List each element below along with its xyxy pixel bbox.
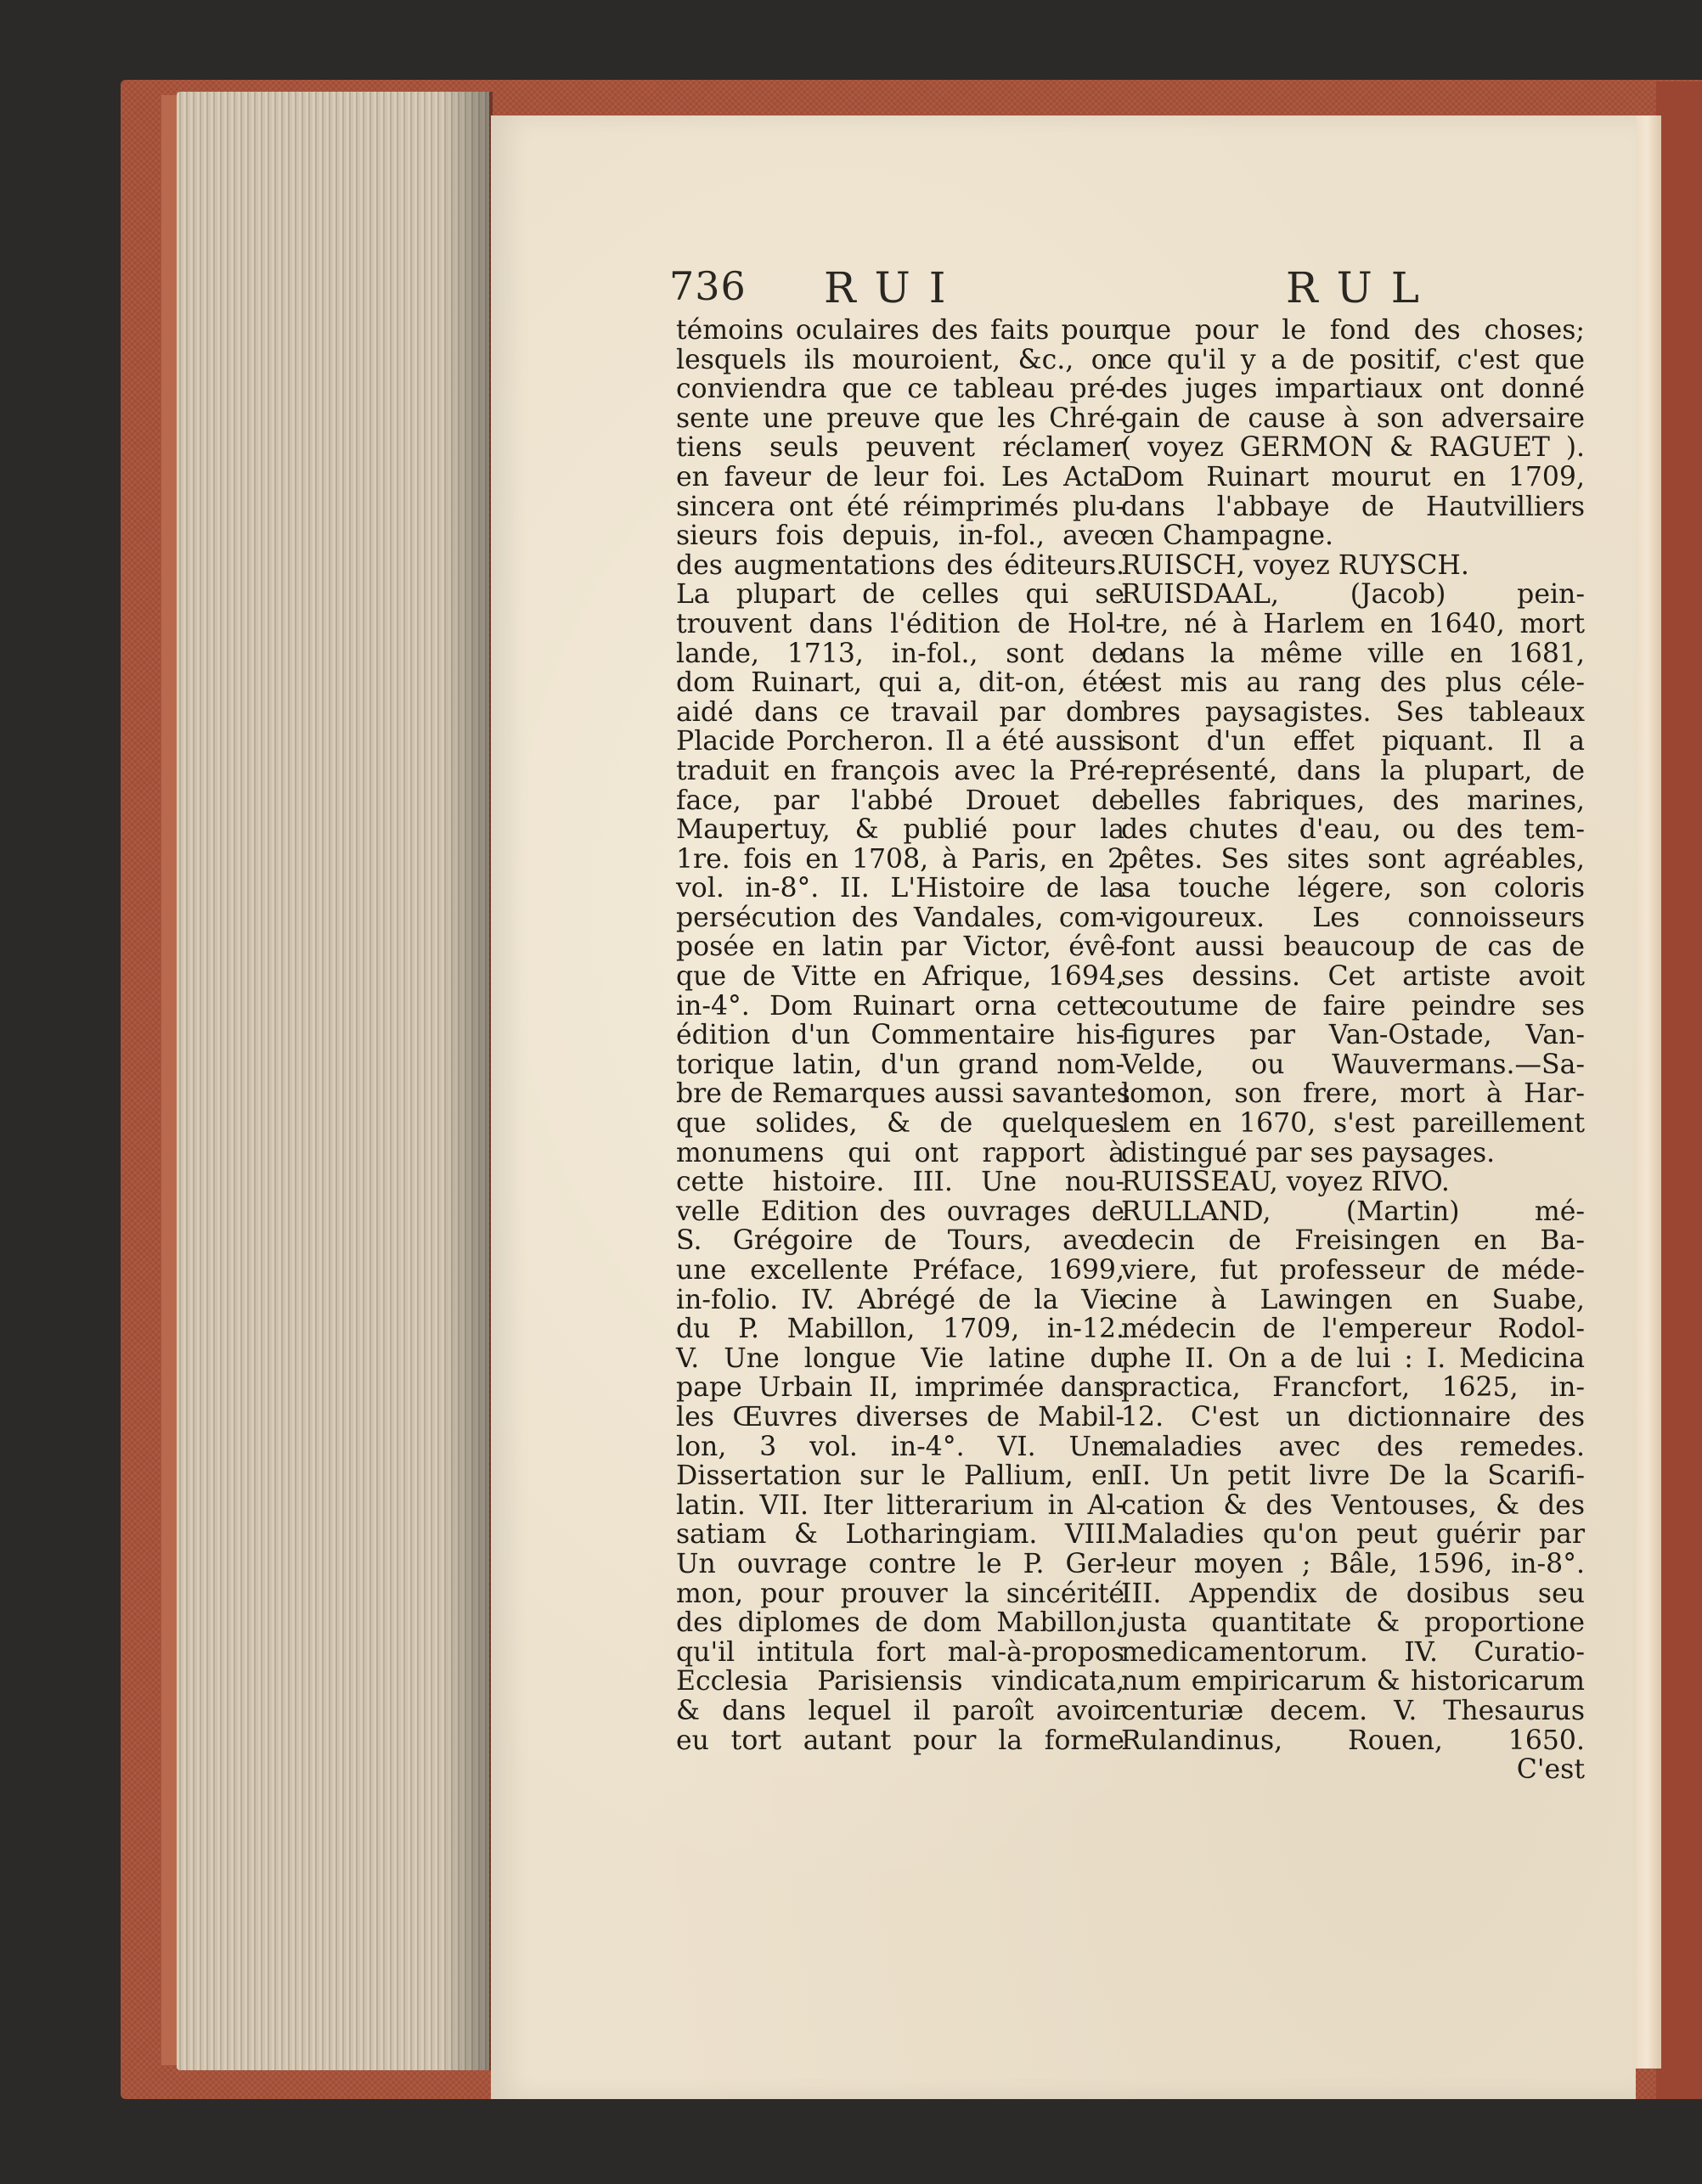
text-line: medicamentorum. IV. Curatio- xyxy=(1121,1636,1585,1668)
text-line: eu tort autant pour la forme xyxy=(676,1725,1124,1756)
text-line: bres paysagistes. Ses tableaux xyxy=(1121,696,1585,728)
text-line: tiens seuls peuvent réclamer xyxy=(676,432,1124,464)
text-line: RULLAND, (Martin) mé- xyxy=(1121,1196,1585,1227)
left-column xyxy=(676,315,1130,1756)
text-line: en Champagne. xyxy=(1121,521,1334,552)
text-line: S. Grégoire de Tours, avec xyxy=(676,1225,1124,1257)
text-line: pape Urbain II, imprimée dans xyxy=(676,1372,1124,1404)
text-line: coutume de faire peindre ses xyxy=(1121,990,1585,1022)
text-line: des diplomes de dom Mabillon, xyxy=(676,1607,1124,1639)
text-line: 1re. fois en 1708, à Paris, en 2 xyxy=(676,843,1124,875)
text-line: tre, né à Harlem en 1640, mort xyxy=(1121,608,1585,639)
text-line: que solides, & de quelques xyxy=(676,1108,1124,1140)
text-line: sente une preuve que les Chré- xyxy=(676,402,1124,434)
text-line: Dom Ruinart mourut en 1709, xyxy=(1121,461,1585,493)
text-line: sieurs fois depuis, in-fol., avec xyxy=(676,521,1124,552)
text-line: traduit en françois avec la Pré- xyxy=(676,755,1124,786)
text-line: latin. VII. Iter litterarium in Al- xyxy=(676,1489,1124,1521)
text-line: lande, 1713, in-fol., sont de xyxy=(676,638,1124,669)
text-line: une excellente Préface, 1699, xyxy=(676,1255,1124,1286)
text-line: trouvent dans l'édition de Hol- xyxy=(676,608,1124,639)
text-line: les Œuvres diverses de Mabil- xyxy=(676,1401,1124,1433)
text-line: posée en latin par Victor, évê- xyxy=(676,932,1124,963)
text-line: cine à Lawingen en Suabe, xyxy=(1121,1284,1585,1315)
catchword: C'est xyxy=(1516,1754,1585,1786)
text-line: torique latin, d'un grand nom- xyxy=(676,1049,1124,1080)
right-column xyxy=(1121,316,1585,1785)
text-line: lon, 3 vol. in-4°. VI. Une xyxy=(676,1431,1124,1462)
text-line: RUISSEAU, voyez RIVO. xyxy=(1121,1167,1450,1198)
text-line: ( voyez GERMON & RAGUET ). xyxy=(1121,432,1585,464)
text-line: num empiricarum & historicarum xyxy=(1121,1666,1585,1697)
text-line: Rulandinus, Rouen, 1650. xyxy=(1121,1725,1585,1756)
text-line: V. Une longue Vie latine du xyxy=(676,1342,1124,1374)
text-line: justa quantitate & proportione xyxy=(1121,1607,1585,1639)
text-line: Ecclesia Parisiensis vindicata, xyxy=(676,1666,1124,1697)
text-line: phe II. On a de lui : I. Medicina xyxy=(1121,1342,1585,1374)
text-line: figures par Van-Ostade, Van- xyxy=(1121,1020,1585,1051)
text-line: belles fabriques, des marines, xyxy=(1121,785,1585,816)
text-line: qu'il intitula fort mal-à-propos xyxy=(676,1636,1124,1668)
book-page xyxy=(491,115,1636,2099)
text-line: Maladies qu'on peut guérir par xyxy=(1121,1519,1585,1551)
text-line: Velde, ou Wauvermans.—Sa- xyxy=(1121,1049,1585,1080)
text-line: dom Ruinart, qui a, dit-on, été xyxy=(676,667,1124,699)
text-line: mon, pour prouver la sincérité xyxy=(676,1578,1124,1609)
text-line: persécution des Vandales, com- xyxy=(676,902,1124,933)
text-line: decin de Freisingen en Ba- xyxy=(1121,1225,1585,1257)
text-line: en faveur de leur foi. Les Acta xyxy=(676,461,1124,493)
text-line: practica, Francfort, 1625, in- xyxy=(1121,1372,1585,1404)
running-head-right: RUL xyxy=(1286,263,1438,312)
text-line: dans l'abbaye de Hautvilliers xyxy=(1121,491,1585,522)
text-line: que pour le fond des choses; xyxy=(1121,315,1585,346)
text-line: Placide Porcheron. Il a été aussi xyxy=(676,726,1124,757)
text-line: II. Un petit livre De la Scarifi- xyxy=(1121,1461,1585,1492)
text-line: RUISCH, voyez RUYSCH. xyxy=(1121,549,1469,581)
text-line: ses dessins. Cet artiste avoit xyxy=(1121,961,1585,993)
text-line: in-4°. Dom Ruinart orna cette xyxy=(676,990,1124,1022)
text-line: sa touche légere, son coloris xyxy=(1121,873,1585,904)
text-line: des chutes d'eau, ou des tem- xyxy=(1121,814,1585,846)
text-line: cette histoire. III. Une nou- xyxy=(676,1167,1124,1198)
text-line: lesquels ils mouroient, &c., on xyxy=(676,344,1124,375)
text-line: in-folio. IV. Abrégé de la Vie xyxy=(676,1284,1124,1315)
text-line: des juges impartiaux ont donné xyxy=(1121,374,1585,405)
text-line: face, par l'abbé Drouet de xyxy=(676,785,1124,816)
text-line: témoins oculaires des faits pour xyxy=(676,315,1124,346)
text-line: distingué par ses paysages. xyxy=(1121,1137,1496,1168)
text-line: monumens qui ont rapport à xyxy=(676,1137,1124,1168)
facing-page-edge xyxy=(1632,115,1661,2069)
text-line: est mis au rang des plus céle- xyxy=(1121,667,1585,699)
text-line: aidé dans ce travail par dom xyxy=(676,696,1124,728)
text-line: édition d'un Commentaire his- xyxy=(676,1020,1124,1051)
text-line: sont d'un effet piquant. Il a xyxy=(1121,726,1585,757)
running-head-left: RUI xyxy=(824,263,965,312)
text-line: III. Appendix de dosibus seu xyxy=(1121,1578,1585,1609)
text-line: bre de Remarques aussi savantes xyxy=(676,1078,1130,1110)
page-number: 736 xyxy=(669,263,747,309)
text-line: maladies avec des remedes. xyxy=(1121,1431,1585,1462)
text-line: que de Vitte en Afrique, 1694, xyxy=(676,961,1124,993)
text-line: sincera ont été réimprimés plu- xyxy=(676,491,1124,522)
text-line: La plupart de celles qui se xyxy=(676,579,1124,611)
text-line: lem en 1670, s'est pareillement xyxy=(1121,1108,1585,1140)
text-line: leur moyen ; Bâle, 1596, in-8°. xyxy=(1121,1548,1585,1579)
text-line: dans la même ville en 1681, xyxy=(1121,638,1585,669)
text-line: cation & des Ventouses, & des xyxy=(1121,1489,1585,1521)
text-line: ce qu'il y a de positif, c'est que xyxy=(1121,344,1585,375)
gutter-shadow xyxy=(442,92,493,2070)
book-cover-right xyxy=(1656,82,1702,2099)
text-line: du P. Mabillon, 1709, in-12. xyxy=(676,1314,1124,1345)
text-line: centuriæ decem. V. Thesaurus xyxy=(1121,1695,1585,1726)
text-line: vol. in-8°. II. L'Histoire de la xyxy=(676,873,1124,904)
text-line: pêtes. Ses sites sont agréables, xyxy=(1121,843,1585,875)
text-line: 12. C'est un dictionnaire des xyxy=(1121,1401,1585,1433)
text-line: satiam & Lotharingiam. VIII. xyxy=(676,1519,1124,1551)
text-line: médecin de l'empereur Rodol- xyxy=(1121,1314,1585,1345)
text-line: Dissertation sur le Pallium, en xyxy=(676,1461,1124,1492)
text-line: lomon, son frere, mort à Har- xyxy=(1121,1078,1585,1110)
text-line: vigoureux. Les connoisseurs xyxy=(1121,902,1585,933)
text-line: représenté, dans la plupart, de xyxy=(1121,755,1585,786)
text-line: & dans lequel il paroît avoir xyxy=(676,1695,1124,1726)
text-line: RUISDAAL, (Jacob) pein- xyxy=(1121,579,1585,611)
text-line: font aussi beaucoup de cas de xyxy=(1121,932,1585,963)
text-line: Maupertuy, & publié pour la xyxy=(676,814,1124,846)
text-line: viere, fut professeur de méde- xyxy=(1121,1255,1585,1286)
text-line: velle Edition des ouvrages de xyxy=(676,1196,1124,1227)
text-line: Un ouvrage contre le P. Ger- xyxy=(676,1548,1124,1579)
text-line: conviendra que ce tableau pré- xyxy=(676,374,1124,405)
text-line: des augmentations des éditeurs. xyxy=(676,549,1124,581)
text-line: gain de cause à son adversaire xyxy=(1121,402,1585,434)
